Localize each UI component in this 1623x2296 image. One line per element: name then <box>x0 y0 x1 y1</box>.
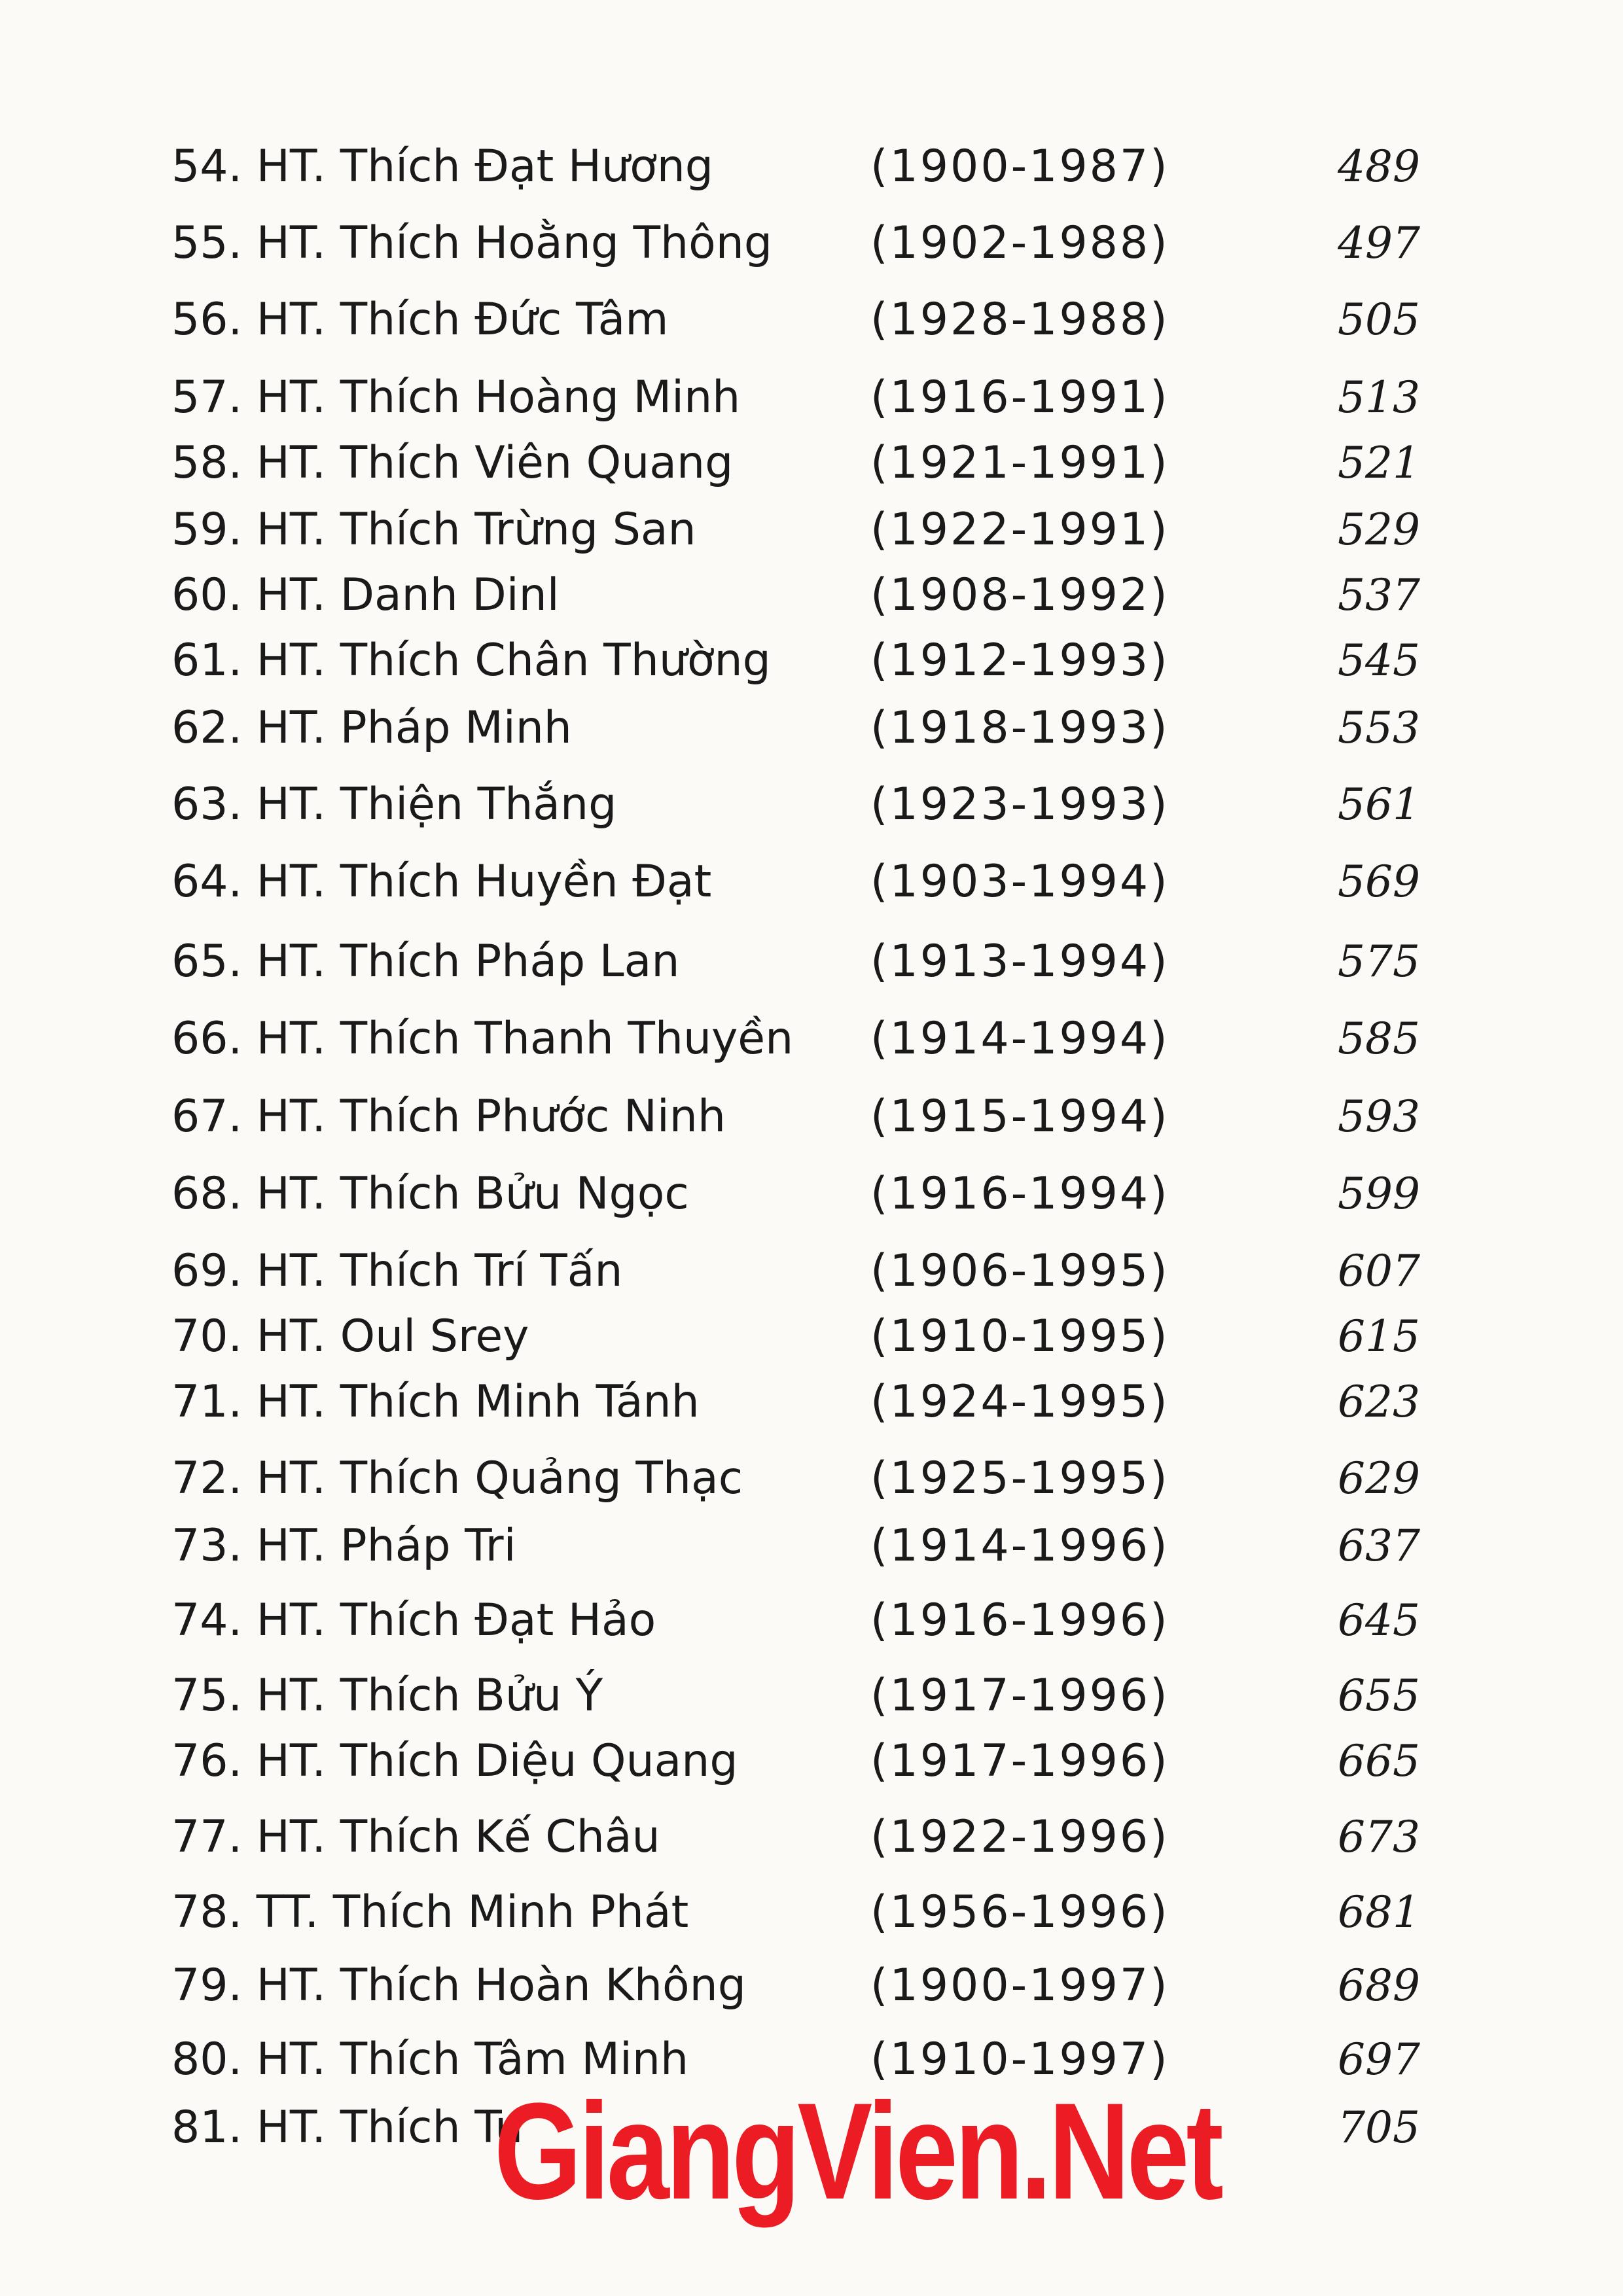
entry-page-number: 585 <box>1338 1014 1420 1064</box>
entry-page-number: 569 <box>1338 857 1420 907</box>
entry-title: 68. HT. Thích Bửu Ngọc <box>171 1168 689 1220</box>
entry-page-number: 513 <box>1338 372 1420 423</box>
toc-entry <box>0 1510 1623 1582</box>
entry-title: 76. HT. Thích Diệu Quang <box>171 1735 738 1787</box>
entry-title: 78. TT. Thích Minh Phát <box>171 1886 689 1938</box>
entry-page-number: 553 <box>1338 703 1420 753</box>
entry-page-number: 537 <box>1338 570 1420 620</box>
entry-title: 65. HT. Thích Pháp Lan <box>171 936 680 987</box>
entry-years: (1921-1991) <box>870 437 1169 489</box>
entry-title: 67. HT. Thích Phước Ninh <box>171 1091 726 1142</box>
entry-page-number: 529 <box>1338 504 1420 555</box>
toc-entry <box>0 494 1623 566</box>
entry-years: (1900-1987) <box>870 141 1169 192</box>
entry-title: 72. HT. Thích Quảng Thạc <box>171 1453 743 1504</box>
entry-title: 57. HT. Thích Hoàng Minh <box>171 372 741 423</box>
entry-page-number: 697 <box>1338 2034 1420 2085</box>
entry-title: 81. HT. Thích Tu <box>171 2102 524 2153</box>
toc-entry <box>0 1003 1623 1075</box>
entry-page-number: 575 <box>1338 936 1420 987</box>
toc-entry <box>0 926 1623 998</box>
entry-years: (1915-1994) <box>870 1091 1169 1142</box>
entry-title: 55. HT. Thích Hoằng Thông <box>171 217 772 269</box>
toc-entry <box>0 1158 1623 1230</box>
toc-entry <box>0 362 1623 434</box>
entry-title: 58. HT. Thích Viên Quang <box>171 437 734 489</box>
entry-page-number: 607 <box>1338 1246 1420 1296</box>
entry-page-number: 655 <box>1338 1670 1420 1721</box>
entry-title: 71. HT. Thích Minh Tánh <box>171 1376 700 1428</box>
toc-entry <box>0 846 1623 918</box>
entry-years: (1917-1996) <box>870 1670 1169 1722</box>
toc-entry <box>0 769 1623 841</box>
entry-years: (1900-1997) <box>870 1960 1169 2011</box>
entry-years: (1903-1994) <box>870 856 1169 908</box>
entry-title: 70. HT. Oul Srey <box>171 1311 529 1362</box>
entry-years: (1923-1993) <box>870 779 1169 830</box>
toc-entry <box>0 1660 1623 1732</box>
entry-years: (1925-1995) <box>870 1453 1169 1504</box>
entry-page-number: 615 <box>1338 1311 1420 1362</box>
entry-title: 63. HT. Thiện Thắng <box>171 779 617 830</box>
entry-title: 80. HT. Thích Tâm Minh <box>171 2034 689 2085</box>
toc-entry <box>0 1877 1623 1949</box>
entry-page-number: 505 <box>1338 294 1420 345</box>
entry-years: (1914-1994) <box>870 1013 1169 1065</box>
entry-title: 61. HT. Thích Chân Thường <box>171 635 771 686</box>
entry-page-number: 645 <box>1338 1595 1420 1646</box>
entry-years: (1906-1995) <box>870 1245 1169 1297</box>
entry-years: (1918-1993) <box>870 702 1169 754</box>
entry-years: (1924-1995) <box>870 1376 1169 1428</box>
entry-title: 79. HT. Thích Hoàn Không <box>171 1960 746 2011</box>
entry-page-number: 521 <box>1338 438 1420 488</box>
entry-page-number: 673 <box>1338 1812 1420 1862</box>
entry-years: (1910-1995) <box>870 1311 1169 1362</box>
entry-title: 73. HT. Pháp Tri <box>171 1520 516 1572</box>
entry-title: 56. HT. Thích Đức Tâm <box>171 294 669 345</box>
toc-entry <box>0 1081 1623 1153</box>
entry-years: (1928-1988) <box>870 294 1169 345</box>
entry-years: (1912-1993) <box>870 635 1169 686</box>
entry-years: (1914-1996) <box>870 1520 1169 1572</box>
entry-years: (1913-1994) <box>870 936 1169 987</box>
toc-entry <box>0 1801 1623 1873</box>
entry-years: (1910-1997) <box>870 2034 1169 2085</box>
entry-years: (1956-1996) <box>870 1886 1169 1938</box>
entry-title: 59. HT. Thích Trừng San <box>171 504 696 556</box>
entry-title: 77. HT. Thích Kế Châu <box>171 1811 660 1863</box>
entry-years: (1902-1988) <box>870 217 1169 269</box>
entry-title: 64. HT. Thích Huyền Đạt <box>171 856 712 908</box>
entry-years: (1922-1996) <box>870 1811 1169 1863</box>
entry-page-number: 637 <box>1338 1521 1420 1571</box>
toc-entry <box>0 131 1623 203</box>
entry-title: 66. HT. Thích Thanh Thuyền <box>171 1013 794 1065</box>
entry-page-number: 599 <box>1338 1169 1420 1219</box>
entry-years: (1917-1996) <box>870 1735 1169 1787</box>
entry-page-number: 489 <box>1338 141 1420 192</box>
entry-years: (1916-1994) <box>870 1168 1169 1220</box>
entry-page-number: 593 <box>1338 1091 1420 1142</box>
toc-entry <box>0 1366 1623 1438</box>
entry-title: 60. HT. Danh Dinl <box>171 569 560 621</box>
toc-entry <box>0 1443 1623 1515</box>
entry-page-number: 665 <box>1338 1736 1420 1786</box>
toc-entry <box>0 427 1623 499</box>
toc-entry <box>0 1950 1623 2022</box>
entry-page-number: 681 <box>1338 1887 1420 1937</box>
toc-entry <box>0 559 1623 631</box>
watermark: GiangVien.Net <box>494 2074 1221 2228</box>
toc-entry <box>0 692 1623 764</box>
entry-title: 74. HT. Thích Đạt Hảo <box>171 1595 656 1646</box>
entry-years: (1916-1991) <box>870 372 1169 423</box>
toc-entry <box>0 1235 1623 1307</box>
toc-entry <box>0 1301 1623 1373</box>
entry-years: (1922-1991) <box>870 504 1169 556</box>
entry-page-number: 561 <box>1338 779 1420 830</box>
entry-years: (1916-1996) <box>870 1595 1169 1646</box>
entry-page-number: 629 <box>1338 1453 1420 1504</box>
toc-entry <box>0 207 1623 279</box>
entry-page-number: 623 <box>1338 1377 1420 1427</box>
entry-page-number: 545 <box>1338 635 1420 686</box>
toc-entry <box>0 284 1623 356</box>
entry-page-number: 497 <box>1338 218 1420 268</box>
toc-entry <box>0 1725 1623 1797</box>
toc-entry <box>0 625 1623 697</box>
entry-title: 62. HT. Pháp Minh <box>171 702 572 754</box>
entry-title: 54. HT. Thích Đạt Hương <box>171 141 713 192</box>
entry-years: (1908-1992) <box>870 569 1169 621</box>
entry-page-number: 689 <box>1338 1960 1420 2011</box>
entry-title: 69. HT. Thích Trí Tấn <box>171 1245 623 1297</box>
entry-page-number: 705 <box>1338 2102 1420 2153</box>
toc-entry <box>0 1585 1623 1657</box>
entry-title: 75. HT. Thích Bửu Ý <box>171 1670 603 1722</box>
